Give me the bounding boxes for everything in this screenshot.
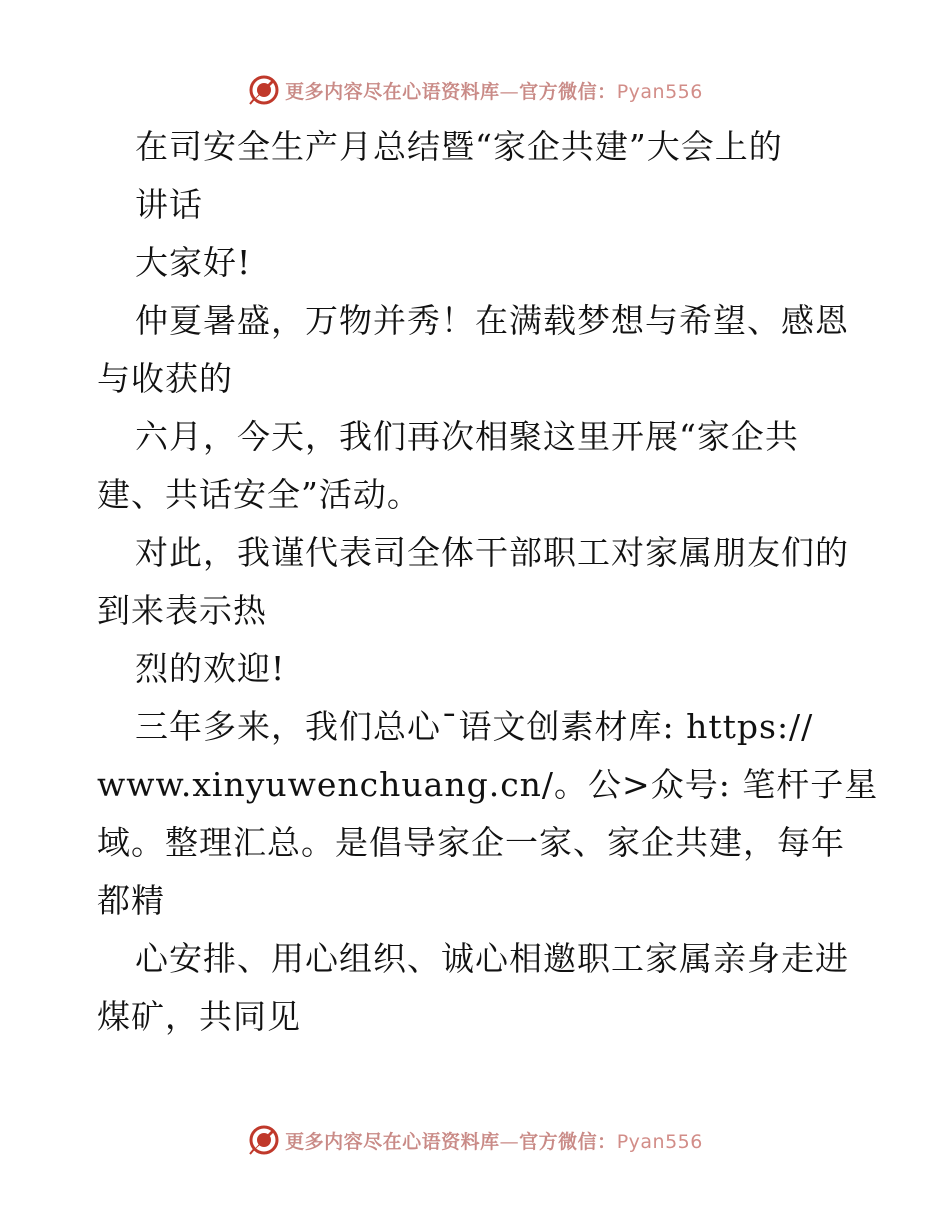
- watermark-text: [285, 77, 703, 104]
- paragraph-line: 仲夏暑盛，万物并秀！在满载梦想与希望、感恩: [135, 301, 849, 340]
- header-watermark: [0, 70, 950, 110]
- paragraph-line: 域。整理汇总。是倡导家企一家、家企共建，每年: [97, 823, 845, 862]
- paragraph-line: 心安排、用心组织、诚心相邀职工家属亲身走进: [135, 939, 849, 978]
- watermark-text: [285, 1127, 703, 1154]
- title-line-2: 讲话: [135, 185, 203, 224]
- watermark-wechat-label: 官方微信：: [519, 1130, 617, 1153]
- watermark-separator: —: [499, 1130, 520, 1153]
- paragraph-line: 烈的欢迎!: [135, 649, 286, 688]
- paragraph-line: 三年多来，我们总心¯语文创素材库: https://: [135, 707, 814, 746]
- paragraph-line: 建、共话安全”活动。: [97, 475, 421, 514]
- paragraph-line: www.xinyuwenchuang.cn/。公>众号: 笔杆子星: [97, 765, 879, 804]
- watermark-site-name: 更多内容尽在心语资料库: [285, 1130, 500, 1153]
- watermark-separator: —: [499, 80, 520, 103]
- watermark-wechat-label: 官方微信：: [519, 80, 617, 103]
- watermark-wechat-id: Pyan556: [616, 1130, 703, 1153]
- paragraph-line: 对此，我谨代表司全体干部职工对家属朋友们的: [135, 533, 849, 572]
- quill-pen-icon: [247, 73, 281, 107]
- footer-watermark: [0, 1120, 950, 1160]
- paragraph-line: 六月，今天，我们再次相聚这里开展“家企共: [135, 417, 799, 456]
- document-body: [97, 118, 879, 1046]
- watermark-site-name: 更多内容尽在心语资料库: [285, 80, 500, 103]
- paragraph-line: 到来表示热: [97, 591, 267, 630]
- title-line-1: 在司安全生产月总结暨“家企共建”大会上的: [135, 127, 783, 166]
- quill-pen-icon: [247, 1123, 281, 1157]
- paragraph-line: 煤矿，共同见: [97, 997, 301, 1036]
- paragraph-line: 与收获的: [97, 359, 233, 398]
- paragraph-line: 都精: [97, 881, 165, 920]
- watermark-wechat-id: Pyan556: [616, 80, 703, 103]
- greeting-line: 大家好!: [135, 243, 252, 282]
